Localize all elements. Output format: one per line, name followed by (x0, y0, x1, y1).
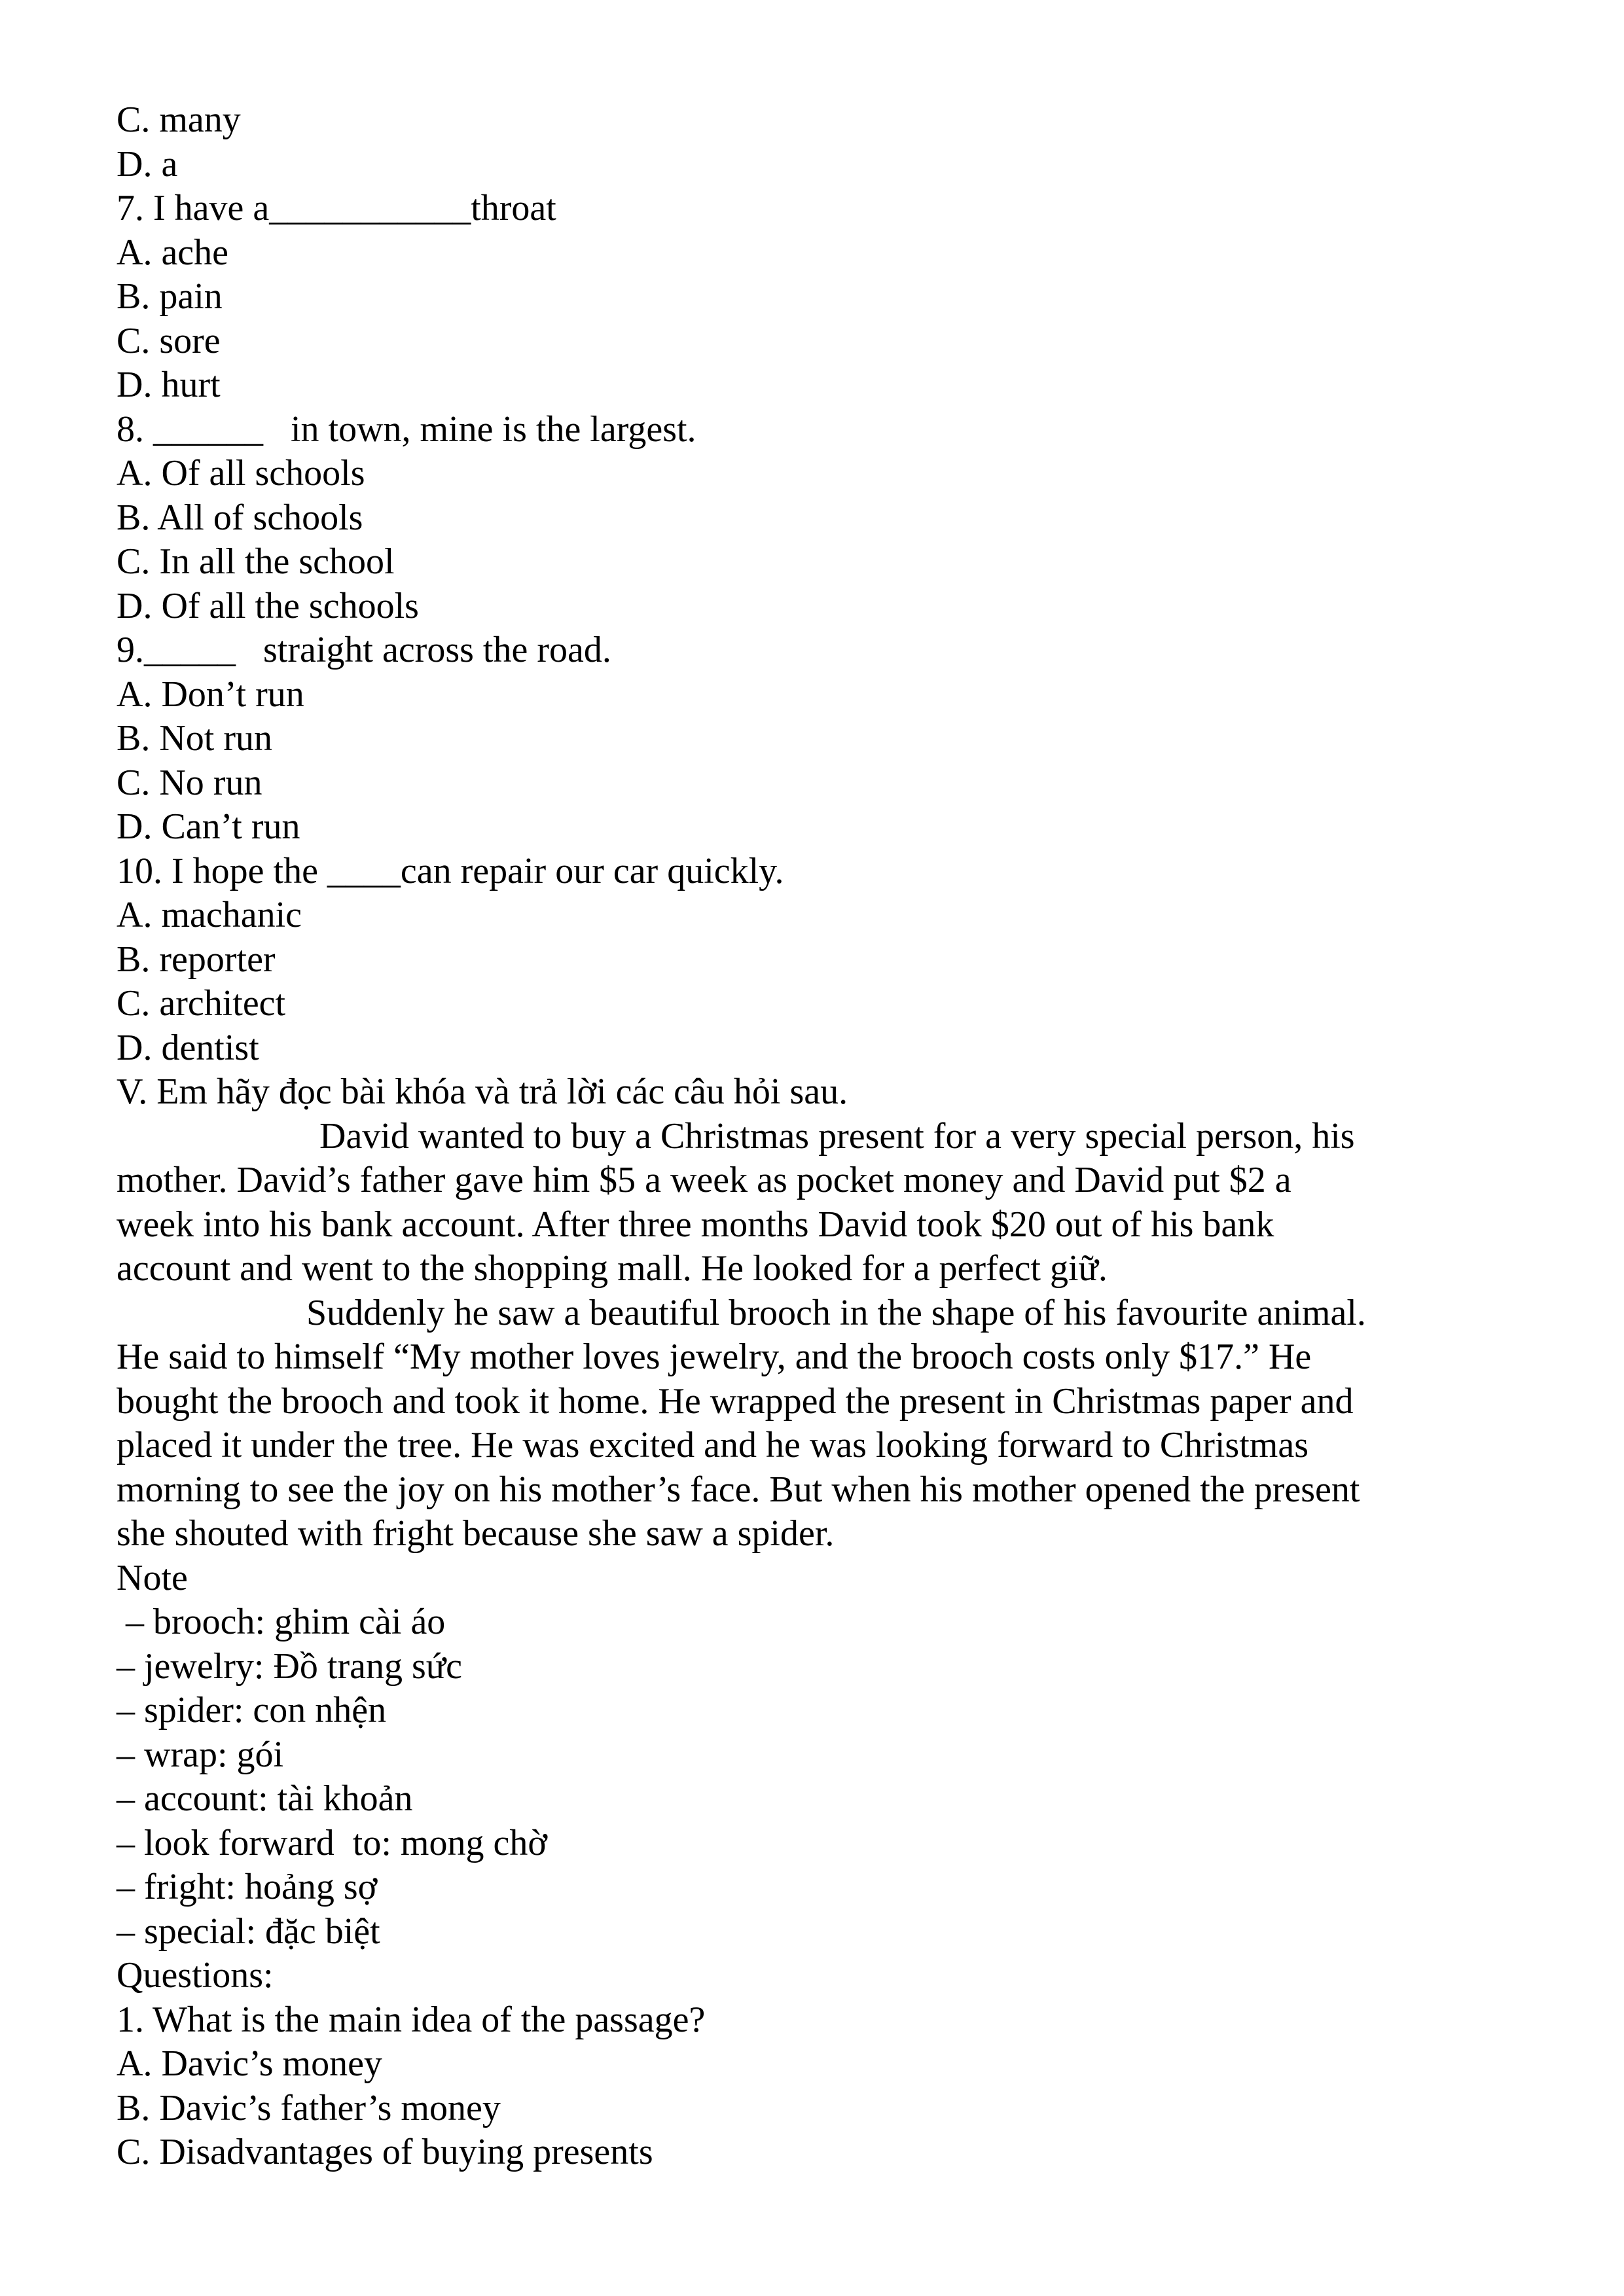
q9-stem: 9._____ straight across the road. (117, 630, 611, 670)
note-list (117, 1600, 1452, 1954)
passage-line: He said to himself “My mother loves jewelry, and the brooch costs only $17.” He (117, 1336, 1312, 1377)
note-title: Note (117, 1557, 188, 1598)
q10-option-a: A. machanic (117, 895, 302, 935)
note-item: – special: đặc biệt (117, 1910, 380, 1952)
q10-option-d: D. dentist (117, 1027, 259, 1068)
question-1-option-a: A. Davic’s money (117, 2043, 382, 2084)
question-1-option-c: C. Disadvantages of buying presents (117, 2132, 653, 2172)
passage-line: David wanted to buy a Christmas present for a very special person, his (319, 1115, 1355, 1157)
q6-option-c: C. many (117, 99, 241, 140)
q9-option-c: C. No run (117, 762, 262, 803)
q7-option-b: B. pain (117, 276, 223, 317)
question-1-stem: 1. What is the main idea of the passage? (117, 1999, 706, 2040)
question-1-option-b: B. Davic’s father’s money (117, 2087, 501, 2128)
passage-line: she shouted with fright because she saw a spider. (117, 1513, 835, 1554)
passage-paragraph-2 (117, 1291, 1452, 1556)
section-heading: V. Em hãy đọc bài khóa và trả lời các câu hỏi sau. (117, 1071, 848, 1112)
q7-stem: 7. I have a___________throat (117, 188, 556, 228)
passage-line: account and went to the shopping mall. He looked for a perfect giữ. (117, 1248, 1108, 1289)
q8-option-b: B. All of schools (117, 497, 363, 538)
note-item: – fright: hoảng sợ (117, 1867, 378, 1907)
note-item: – brooch: ghim cài áo (126, 1602, 446, 1642)
q9-option-d: D. Can’t run (117, 806, 300, 847)
passage-line: week into his bank account. After three months David took $20 out of his bank (117, 1204, 1274, 1245)
passage-paragraph-1 (117, 1115, 1452, 1291)
note-item: – jewelry: Đồ trang sức (117, 1645, 462, 1687)
q8-stem: 8. ______ in town, mine is the largest. (117, 408, 696, 450)
q9-option-b: B. Not run (117, 718, 272, 759)
note-item: – wrap: gói (117, 1734, 284, 1775)
passage-line: morning to see the joy on his mother’s face. But when his mother opened the present (117, 1469, 1360, 1510)
document-page (117, 98, 1452, 2175)
q7-option-d: D. hurt (117, 365, 221, 405)
q8-option-c: C. In all the school (117, 541, 395, 582)
q6-option-d: D. a (117, 143, 178, 185)
note-item: – account: tài khoản (117, 1778, 413, 1819)
passage-line: mother. David’s father gave him $5 a week as pocket money and David put $2 a (117, 1160, 1291, 1200)
q7-option-a: A. ache (117, 232, 229, 273)
q10-option-b: B. reporter (117, 939, 276, 980)
note-item: – spider: con nhện (117, 1690, 387, 1731)
passage-line: bought the brooch and took it home. He wrapped the present in Christmas paper and (117, 1380, 1354, 1422)
q10-stem: 10. I hope the ____can repair our car quickly. (117, 850, 784, 891)
questions-title: Questions: (117, 1955, 274, 1996)
passage-line: Suddenly he saw a beautiful brooch in the shape of his favourite animal. (306, 1292, 1366, 1333)
q8-option-a: A. Of all schools (117, 453, 365, 493)
q8-option-d: D. Of all the schools (117, 585, 419, 626)
note-item: – look forward to: mong chờ (117, 1822, 547, 1863)
q7-option-c: C. sore (117, 320, 221, 361)
passage-line: placed it under the tree. He was excited and he was looking forward to Christmas (117, 1425, 1308, 1465)
q10-option-c: C. architect (117, 983, 286, 1024)
q9-option-a: A. Don’t run (117, 673, 304, 715)
